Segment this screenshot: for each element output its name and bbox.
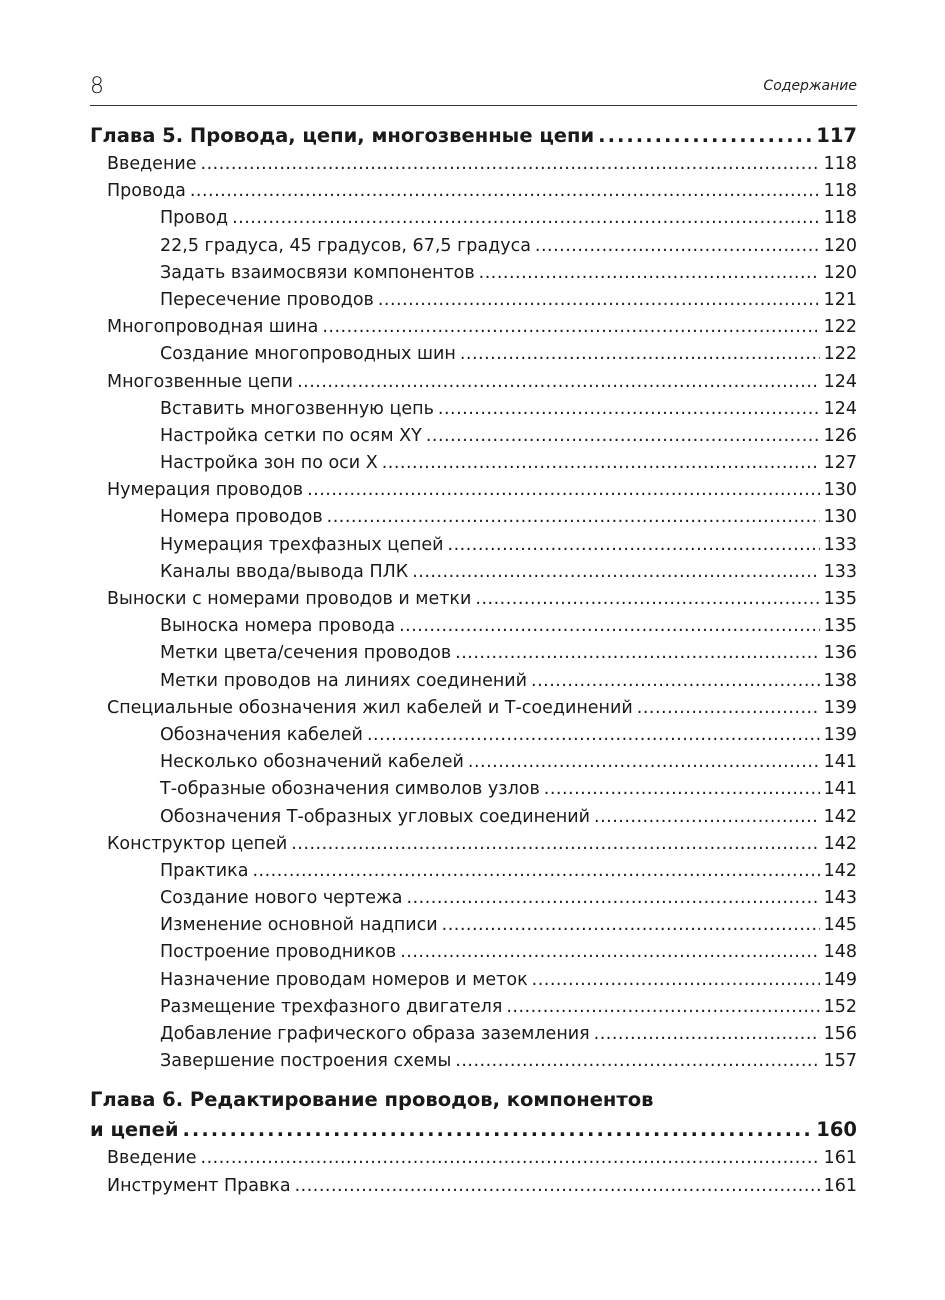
toc-entry [90, 722, 857, 749]
dot-leader [399, 613, 820, 640]
toc-entry [90, 233, 857, 260]
dot-leader [468, 749, 820, 776]
dot-leader [407, 885, 820, 912]
dot-leader [531, 668, 820, 695]
toc-entry [90, 450, 857, 477]
dot-leader [382, 450, 820, 477]
toc-entry [90, 532, 857, 559]
chapter-title: Глава 5. Провода, цепи, многозвенные цепи [90, 124, 595, 147]
entry-page: 118 [823, 154, 857, 174]
dot-leader [544, 776, 820, 803]
toc-entry [90, 151, 857, 178]
toc-entry [90, 586, 857, 613]
dot-leader [479, 260, 820, 287]
dot-leader [295, 1173, 820, 1200]
entry-title: Многозвенные цепи [107, 371, 294, 392]
entry-page: 139 [823, 724, 857, 745]
entry-title: Провод [160, 208, 229, 229]
entry-title: Нумерация трехфазных цепей [160, 534, 444, 555]
entry-title: Выноска номера провода [160, 616, 396, 637]
toc-entry [90, 695, 857, 722]
toc-entry [90, 314, 857, 341]
dot-leader [448, 532, 820, 559]
entry-title: Провода [107, 181, 186, 202]
dot-leader [327, 504, 820, 531]
dot-leader [297, 369, 820, 396]
entry-page: 152 [823, 996, 857, 1017]
toc-entry [90, 369, 857, 396]
dot-leader [307, 477, 820, 504]
entry-page: 156 [823, 1024, 857, 1044]
entry-page: 121 [823, 289, 857, 310]
toc-chapter-5 [90, 121, 857, 151]
dot-leader [438, 396, 820, 423]
entry-page: 142 [823, 860, 857, 881]
toc-entry [90, 1145, 857, 1172]
dot-leader [412, 559, 819, 586]
entry-page: 149 [823, 969, 857, 990]
entry-title: Размещение трехфазного двигателя [160, 996, 503, 1017]
page-header [90, 74, 857, 104]
toc-entry [90, 1048, 857, 1075]
dot-leader [201, 1145, 820, 1172]
entry-title: Назначение проводам номеров и меток [160, 969, 528, 990]
entry-title: Несколько обозначений кабелей [160, 752, 464, 773]
entry-title: Каналы ввода/вывода ПЛК [160, 561, 409, 582]
toc-entry [90, 858, 857, 885]
toc-entry [90, 668, 857, 695]
dot-leader [594, 1021, 820, 1048]
toc-entry [90, 967, 857, 994]
table-of-contents [90, 121, 857, 1200]
entry-title: Задать взаимосвязи компонентов [160, 262, 475, 283]
entry-title: Выноски с номерами проводов и метки [107, 589, 472, 609]
toc-entry [90, 504, 857, 531]
dot-leader [291, 831, 819, 858]
entry-page: 135 [823, 589, 857, 609]
entry-title: Введение [107, 1148, 197, 1169]
toc-entry [90, 396, 857, 423]
dot-leader [506, 994, 819, 1021]
entry-page: 141 [823, 779, 857, 800]
entry-title: Введение [107, 154, 197, 174]
entry-page: 124 [823, 371, 857, 392]
toc-entry [90, 804, 857, 831]
chapter-title-line-2-row [90, 1115, 857, 1145]
entry-page: 118 [823, 181, 857, 202]
entry-page: 122 [823, 344, 857, 365]
chapter-title-line-2: и цепей [90, 1118, 179, 1142]
dot-leader [183, 1115, 813, 1145]
entry-title: 22,5 градуса, 45 градусов, 67,5 градуса [160, 235, 531, 256]
dot-leader [475, 586, 819, 613]
entry-page: 142 [823, 806, 857, 827]
dot-leader [378, 287, 820, 314]
dot-leader [594, 804, 820, 831]
dot-leader [442, 912, 820, 939]
entry-title: Т-образные обозначения символов узлов [160, 779, 540, 800]
entry-title: Конструктор цепей [107, 833, 288, 854]
toc-entry [90, 423, 857, 450]
entry-page: 124 [823, 398, 857, 419]
entry-page: 130 [823, 480, 857, 501]
entry-page: 133 [823, 561, 857, 582]
toc-entry [90, 912, 857, 939]
entry-title: Пересечение проводов [160, 289, 374, 310]
chapter-title-line-1: Глава 6. Редактирование проводов, компонентов [90, 1088, 654, 1112]
entry-title: Метки проводов на линиях соединений [160, 670, 528, 691]
dot-leader [455, 1048, 819, 1075]
dot-leader [201, 151, 820, 178]
entry-page: 161 [823, 1148, 857, 1169]
dot-leader [190, 178, 820, 205]
entry-page: 143 [823, 888, 857, 909]
dot-leader [252, 858, 819, 885]
entry-title: Инструмент Правка [107, 1175, 291, 1196]
entry-title: Вставить многозвенную цепь [160, 398, 434, 419]
entry-title: Специальные обозначения жил кабелей и Т-соединений [107, 697, 633, 718]
entry-title: Номера проводов [160, 507, 323, 528]
entry-page: 120 [823, 262, 857, 283]
entry-title: Изменение основной надписи [160, 915, 438, 936]
toc-entry [90, 939, 857, 966]
toc-entry [90, 341, 857, 368]
toc-entry [90, 260, 857, 287]
toc-entry [90, 1021, 857, 1048]
entry-page: 122 [823, 317, 857, 338]
dot-leader [460, 341, 820, 368]
chapter-page: 117 [816, 124, 857, 147]
entry-page: 126 [823, 425, 857, 446]
dot-leader [232, 205, 819, 232]
entry-page: 127 [823, 453, 857, 474]
dot-leader [400, 939, 819, 966]
entry-page: 120 [823, 235, 857, 256]
entry-title: Практика [160, 860, 249, 881]
toc-chapter-6 [90, 1085, 857, 1145]
entry-title: Завершение построения схемы [160, 1051, 452, 1072]
running-head: Содержание [763, 78, 857, 94]
dot-leader [426, 423, 820, 450]
entry-page: 139 [823, 697, 857, 718]
toc-entry [90, 477, 857, 504]
dot-leader [322, 314, 819, 341]
toc-entry [90, 205, 857, 232]
toc-entry [90, 613, 857, 640]
entry-title: Многопроводная шина [107, 317, 319, 338]
entry-title: Нумерация проводов [107, 480, 304, 501]
entry-title: Настройка сетки по осям XY [160, 425, 422, 446]
chapter-page: 160 [816, 1118, 857, 1142]
entry-title: Создание многопроводных шин [160, 344, 456, 365]
dot-leader [535, 233, 820, 260]
entry-title: Метки цвета/сечения проводов [160, 643, 452, 664]
entry-page: 138 [823, 670, 857, 691]
dot-leader [455, 640, 819, 667]
dot-leader [367, 722, 820, 749]
entry-page: 142 [823, 833, 857, 854]
page-number: 8 [90, 74, 104, 99]
chapter-6-entries [90, 1145, 857, 1199]
toc-entry [90, 749, 857, 776]
entry-page: 157 [823, 1051, 857, 1072]
entry-title: Настройка зон по оси X [160, 453, 378, 474]
entry-title: Добавление графического образа заземления [160, 1024, 590, 1044]
toc-entry [90, 885, 857, 912]
entry-page: 130 [823, 507, 857, 528]
entry-page: 135 [823, 616, 857, 637]
entry-page: 148 [823, 942, 857, 963]
chapter-5-entries [90, 151, 857, 1075]
toc-entry [90, 994, 857, 1021]
entry-page: 161 [823, 1175, 857, 1196]
toc-entry [90, 559, 857, 586]
dot-leader [598, 121, 812, 151]
toc-entry [90, 178, 857, 205]
toc-entry [90, 287, 857, 314]
entry-title: Создание нового чертежа [160, 888, 403, 909]
entry-page: 133 [823, 534, 857, 555]
dot-leader [532, 967, 820, 994]
toc-entry [90, 1173, 857, 1200]
entry-title: Обозначения Т-образных угловых соединений [160, 806, 591, 827]
toc-entry [90, 776, 857, 803]
header-rule [90, 105, 857, 106]
entry-title: Построение проводников [160, 942, 397, 963]
toc-entry [90, 831, 857, 858]
entry-title: Обозначения кабелей [160, 724, 363, 745]
toc-entry [90, 640, 857, 667]
entry-page: 141 [823, 752, 857, 773]
entry-page: 118 [823, 208, 857, 229]
dot-leader [637, 695, 820, 722]
entry-page: 145 [823, 915, 857, 936]
entry-page: 136 [823, 643, 857, 664]
